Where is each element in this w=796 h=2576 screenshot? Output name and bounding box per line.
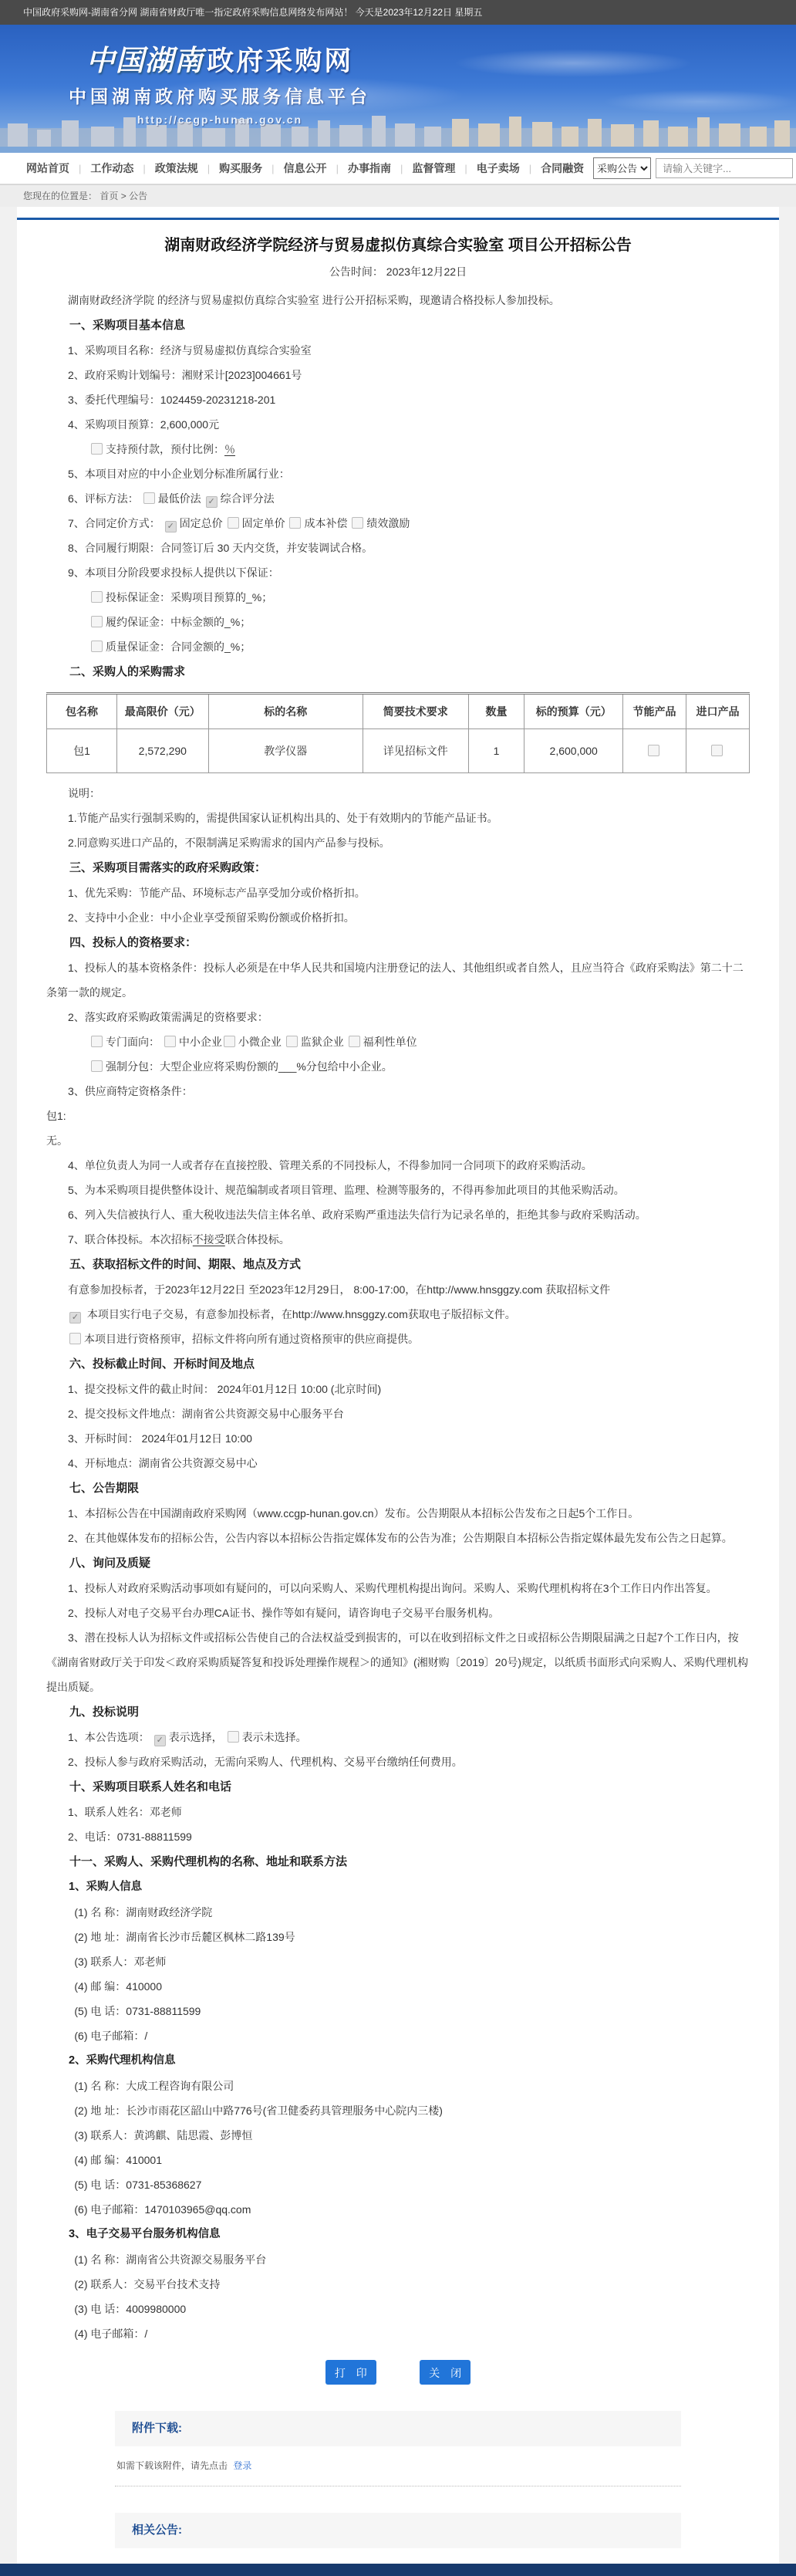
breadcrumb-separator: >	[120, 191, 126, 201]
article-paragraph: 3、开标时间： 2024年01月12日 10:00	[68, 1432, 252, 1445]
table-cell: 详见招标文件	[363, 729, 468, 773]
nav-separator: |	[464, 162, 467, 174]
article-paragraph: 6、列入失信被执行人、重大税收违法失信主体名单、政府采购严重违法失信行为记录名单的，拒绝其参与政府采购活动。	[68, 1209, 646, 1221]
checkbox-unchecked	[143, 492, 155, 504]
article-paragraph: 4、采购项目预算：2,600,000元	[68, 418, 220, 431]
checkbox-unchecked	[164, 1036, 176, 1047]
article-paragraph: 说明：	[68, 787, 100, 800]
nav-separator: |	[79, 162, 82, 174]
nav-separator: |	[207, 162, 211, 174]
article-paragraph: 2、在其他媒体发布的招标公告，公告内容以本招标公告指定媒体发布的公告为准；公告期限自本招标公告指定媒体最先发布公告之日起算。	[68, 1532, 733, 1544]
nav-separator: |	[336, 162, 339, 174]
article-paragraph: (1) 名 称：大成工程咨询有限公司	[74, 2080, 234, 2092]
section-heading: 五、获取招标文件的时间、期限、地点及方式	[69, 1258, 302, 1271]
article-paragraph: (4) 邮 编：410001	[74, 2154, 162, 2166]
article-paragraph: (6) 电子邮箱：1470103965@qq.com	[74, 2203, 251, 2216]
article-paragraph: (3) 联系人：黄鸿麒、陆思霞、彭博恒	[74, 2129, 253, 2142]
table-header-cell: 数量	[468, 694, 524, 729]
checkbox-unchecked	[91, 616, 103, 627]
table-header-cell: 节能产品	[622, 694, 686, 729]
nav-search	[593, 157, 796, 180]
table-header-cell: 进口产品	[686, 694, 749, 729]
article-paragraph: 1、本招标公告在中国湖南政府采购网（www.ccgp-hunan.gov.cn）发布。公告期限从本招标公告发布之日起5个工作日。	[68, 1507, 639, 1520]
checkbox-unchecked	[286, 1036, 298, 1047]
nav-item-8[interactable]: 合同融资	[541, 162, 585, 174]
checkbox-unchecked	[91, 591, 103, 603]
article-paragraph: 4、开标地点：湖南省公共资源交易中心	[68, 1457, 258, 1469]
table-cell: 2,600,000	[524, 729, 623, 773]
article-paragraph: 1、采购项目名称：经济与贸易虚拟仿真综合实验室	[68, 344, 312, 357]
announcement-date: 公告时间： 2023年12月22日	[329, 265, 467, 278]
article-paragraph: (4) 邮 编：410000	[74, 1980, 162, 1993]
attachments-title: 附件下载:	[115, 2411, 681, 2446]
main-nav	[0, 153, 796, 185]
nav-separator: |	[400, 162, 403, 174]
nav-item-3[interactable]: 购买服务	[219, 162, 263, 174]
login-link[interactable]: 登录	[233, 2460, 252, 2471]
breadcrumb-prefix: 您现在的位置是：	[23, 191, 98, 201]
article-paragraph: 1.节能产品实行强制采购的，需提供国家认证机构出具的、处于有效期内的节能产品证书。	[68, 812, 498, 824]
article-paragraph: (5) 电 话：0731-85368627	[74, 2179, 202, 2191]
subsection-heading: 3、电子交易平台服务机构信息	[69, 2228, 221, 2240]
print-button[interactable]: 打 印	[325, 2360, 376, 2385]
article-paragraph: (3) 联系人：邓老师	[74, 1956, 167, 1968]
checkbox-unchecked	[91, 443, 103, 455]
attachments-section	[115, 2411, 681, 2486]
table-header-row	[47, 694, 750, 729]
section-heading: 三、采购项目需落实的政府采购政策：	[69, 861, 267, 874]
article-paragraph: 1、投标人的基本资格条件：投标人必须是在中华人民共和国境内注册登记的法人、其他组织或者自然人，且应当符合《政府采购法》第二十二条第一款的规定。	[46, 962, 744, 999]
article-paragraph: (5) 电 话：0731-88811599	[74, 2005, 201, 2017]
subsection-heading: 2、采购代理机构信息	[69, 2054, 176, 2067]
top-info-text: 中国政府采购网-湖南省分网 湖南省财政厅唯一指定政府采购信息网络发布网站！ 今天是2023年12月22日 星期五	[23, 7, 483, 18]
table-row	[47, 729, 750, 773]
article-paragraph: 本项目进行资格预审，招标文件将向所有通过资格预审的供应商提供。	[46, 1327, 750, 1351]
checkbox-unchecked	[711, 745, 723, 756]
table-header-cell: 简要技术要求	[363, 694, 468, 729]
nav-item-7[interactable]: 电子卖场	[476, 162, 520, 174]
section-heading: 七、公告期限	[69, 1482, 140, 1495]
article-paragraph: 4、单位负责人为同一人或者存在直接控股、管理关系的不同投标人，不得参加同一合同项下的政府采购活动。	[68, 1159, 592, 1171]
table-cell	[686, 729, 749, 773]
article-paragraph: 包1:	[46, 1110, 66, 1122]
article-paragraph: 2、政府采购计划编号：湘财采计[2023]004661号	[68, 369, 302, 381]
site-banner	[0, 25, 796, 153]
nav-separator: |	[272, 162, 275, 174]
article-paragraph: 投标保证金：采购项目预算的_%；	[46, 585, 750, 610]
article-paragraph: 2.同意购买进口产品的，不限制满足采购需求的国内产品参与投标。	[68, 837, 390, 849]
checkbox-unchecked	[224, 1036, 235, 1047]
checkbox-unchecked	[352, 517, 363, 529]
article-paragraph: 5、本项目对应的中小企业划分标准所属行业：	[68, 468, 290, 480]
table-cell: 2,572,290	[117, 729, 208, 773]
table-cell: 包1	[47, 729, 117, 773]
logo-main-text: 政府采购网	[207, 46, 354, 76]
article-paragraph: 强制分包：大型企业应将采购份额的___%分包给中小企业。	[46, 1054, 750, 1079]
subsection-heading: 1、采购人信息	[69, 1881, 143, 1893]
nav-separator: |	[528, 162, 532, 174]
article-paragraph: 湖南财政经济学院 的经济与贸易虚拟仿真综合实验室 进行公开招标采购，现邀请合格投标人参加投标。	[68, 294, 560, 306]
checkbox-checked: ✓	[69, 1312, 81, 1323]
article-paragraph: (2) 地 址：长沙市雨花区韶山中路776号(省卫健委药具管理服务中心院内三楼)	[74, 2104, 443, 2117]
breadcrumb-current[interactable]: 公告	[129, 191, 148, 201]
article-paragraph: (1) 名 称：湖南省公共资源交易服务平台	[74, 2253, 267, 2266]
announcement-body	[46, 285, 750, 2346]
article-paragraph: 5、为本采购项目提供整体设计、规范编制或者项目管理、监理、检测等服务的，不得再参加此项目的其他采购活动。	[68, 1184, 625, 1196]
nav-item-1[interactable]: 工作动态	[90, 162, 134, 174]
nav-items	[17, 161, 593, 176]
article-paragraph: 6、评标方法： 最低价法 ✓ 综合评分法	[68, 492, 275, 506]
table-header-cell: 包名称	[47, 694, 117, 729]
section-heading: 十一、采购人、采购代理机构的名称、地址和联系方法	[69, 1855, 348, 1868]
article-paragraph: 2、提交投标文件地点：湖南省公共资源交易中心服务平台	[68, 1408, 344, 1420]
article-paragraph: 3、委托代理编号：1024459-20231218-201	[68, 394, 276, 406]
table-cell: 1	[468, 729, 524, 773]
checkbox-unchecked	[69, 1333, 81, 1344]
nav-item-6[interactable]: 监督管理	[412, 162, 456, 174]
nav-separator: |	[143, 162, 146, 174]
action-buttons	[46, 2360, 750, 2385]
article-paragraph: 2、电话：0731-88811599	[68, 1831, 192, 1843]
article-paragraph: 3、供应商特定资格条件：	[68, 1085, 193, 1097]
article-paragraph: 2、落实政府采购政策需满足的资格要求：	[68, 1011, 268, 1023]
related-announcements-section	[115, 2513, 681, 2548]
article-paragraph: 3、潜在投标人认为招标文件或招标公告使自己的合法权益受到损害的，可以在收到招标文件之日或招标公告期限届满之日起7个工作日内，按《湖南省财政厅关于印发＜政府采购质疑答复和投诉处理操作规程＞的通知》(湘财购〔2019〕20号)规定，以纸质书面形式向采购人、采购代理机构提出质疑。	[46, 1631, 749, 1693]
article-paragraph: 质量保证金：合同金额的_%；	[46, 634, 750, 659]
nav-item-4[interactable]: 信息公开	[283, 162, 327, 174]
section-heading: 四、投标人的资格要求：	[69, 936, 197, 949]
checkbox-unchecked	[91, 1036, 103, 1047]
article-paragraph: 7、联合体投标。本次招标不接受联合体投标。	[68, 1233, 290, 1246]
checkbox-unchecked	[349, 1036, 360, 1047]
checkbox-unchecked	[91, 641, 103, 652]
article-paragraph: 1、优先采购：节能产品、环境标志产品享受加分或价格折扣。	[68, 887, 366, 899]
article-paragraph: 1、提交投标文件的截止时间： 2024年01月12日 10:00 (北京时间)	[68, 1383, 382, 1395]
checkbox-unchecked	[648, 745, 659, 756]
article-paragraph: 8、合同履行期限：合同签订后 30 天内交货，并安装调试合格。	[68, 542, 373, 554]
site-logo	[54, 37, 386, 79]
article-paragraph: 1、投标人对政府采购活动事项如有疑问的，可以向采购人、采购代理机构提出询问。采购人、采购代理机构将在3个工作日内作出答复。	[68, 1582, 717, 1594]
table-header-cell: 最高限价（元）	[117, 694, 208, 729]
section-heading: 九、投标说明	[69, 1706, 140, 1719]
article-paragraph: 2、投标人对电子交易平台办理CA证书、操作等如有疑问，请咨询电子交易平台服务机构。	[68, 1607, 500, 1619]
banner-subtitle: 中国湖南政府购买服务信息平台	[69, 86, 371, 106]
nav-item-0[interactable]: 网站首页	[26, 162, 69, 174]
close-button[interactable]: 关 闭	[420, 2360, 471, 2385]
article-paragraph: 2、支持中小企业：中小企业享受预留采购份额或价格折扣。	[68, 911, 355, 924]
article-paragraph: 有意参加投标者，于2023年12月22日 至2023年12月29日， 8:00-17:00，在http://www.hnsggzy.com 获取招标文件	[68, 1283, 611, 1296]
checkbox-unchecked	[91, 1060, 103, 1072]
related-title: 相关公告:	[115, 2513, 681, 2548]
table-cell	[622, 729, 686, 773]
article-paragraph: ✓ 本项目实行电子交易，有意参加投标者，在http://www.hnsggzy.com获取电子版招标文件。	[46, 1302, 750, 1327]
section-heading: 二、采购人的采购需求	[69, 665, 186, 678]
article-paragraph: 9、本项目分阶段要求投标人提供以下保证：	[68, 566, 279, 579]
article-paragraph: 1、本公告选项： ✓ 表示选择， 表示未选择。	[68, 1731, 307, 1745]
article-paragraph: (1) 名 称：湖南财政经济学院	[74, 1906, 213, 1918]
article-paragraph: 履约保证金：中标金额的_%；	[46, 610, 750, 634]
article-paragraph: (2) 地 址：湖南省长沙市岳麓区枫林二路139号	[74, 1931, 295, 1943]
article-paragraph: (6) 电子邮箱：/	[74, 2030, 148, 2042]
table-cell: 教学仪器	[208, 729, 363, 773]
article-paragraph: 专门面向： 中小企业 小微企业 监狱企业 福利性单位	[46, 1029, 750, 1054]
search-input[interactable]	[656, 158, 793, 178]
title-divider	[17, 218, 779, 220]
breadcrumb-home-link[interactable]: 首页	[100, 191, 119, 201]
page-footer	[0, 2564, 796, 2576]
article-paragraph: (2) 联系人：交易平台技术支持	[74, 2278, 221, 2290]
top-info-bar	[0, 0, 796, 25]
banner-url: http://ccgp-hunan.gov.cn	[137, 113, 303, 126]
article-paragraph: 1、联系人姓名：邓老师	[68, 1806, 182, 1818]
content-sheet	[17, 207, 779, 2564]
checkbox-checked: ✓	[165, 521, 177, 532]
article-paragraph: (4) 电子邮箱：/	[74, 2328, 148, 2340]
requirements-table	[46, 692, 750, 773]
checkbox-checked: ✓	[154, 1735, 166, 1746]
checkbox-unchecked	[228, 1731, 239, 1743]
section-heading: 六、投标截止时间、开标时间及地点	[69, 1357, 255, 1371]
logo-calligraphy-text: 中国湖南	[86, 43, 204, 77]
section-heading: 一、采购项目基本信息	[69, 319, 186, 332]
checkbox-checked: ✓	[206, 496, 218, 508]
checkbox-unchecked	[289, 517, 301, 529]
section-heading: 十、采购项目联系人姓名和电话	[69, 1780, 232, 1793]
table-header-cell: 标的预算（元）	[524, 694, 623, 729]
article-paragraph: 支持预付款，预付比例：％	[46, 437, 750, 461]
attachments-hint-text: 如需下载该附件，请先点击	[116, 2460, 228, 2471]
article-paragraph: (3) 电 话：4009980000	[74, 2303, 187, 2315]
checkbox-unchecked	[228, 517, 239, 529]
nav-item-2[interactable]: 政策法规	[154, 162, 198, 174]
article-paragraph: 无。	[46, 1134, 68, 1147]
nav-item-5[interactable]: 办事指南	[347, 162, 391, 174]
breadcrumb	[0, 185, 796, 207]
article-paragraph: 2、投标人参与政府采购活动，无需向采购人、代理机构、交易平台缴纳任何费用。	[68, 1756, 463, 1768]
attachments-hint	[115, 2446, 681, 2486]
section-heading: 八、询问及质疑	[69, 1557, 151, 1570]
table-header-cell: 标的名称	[208, 694, 363, 729]
announcement-title: 湖南财政经济学院经济与贸易虚拟仿真综合实验室 项目公开招标公告	[164, 237, 632, 254]
search-category-select[interactable]	[593, 157, 651, 179]
article-paragraph: 7、合同定价方式： ✓ 固定总价 固定单价 成本补偿 绩效激励	[68, 517, 410, 531]
